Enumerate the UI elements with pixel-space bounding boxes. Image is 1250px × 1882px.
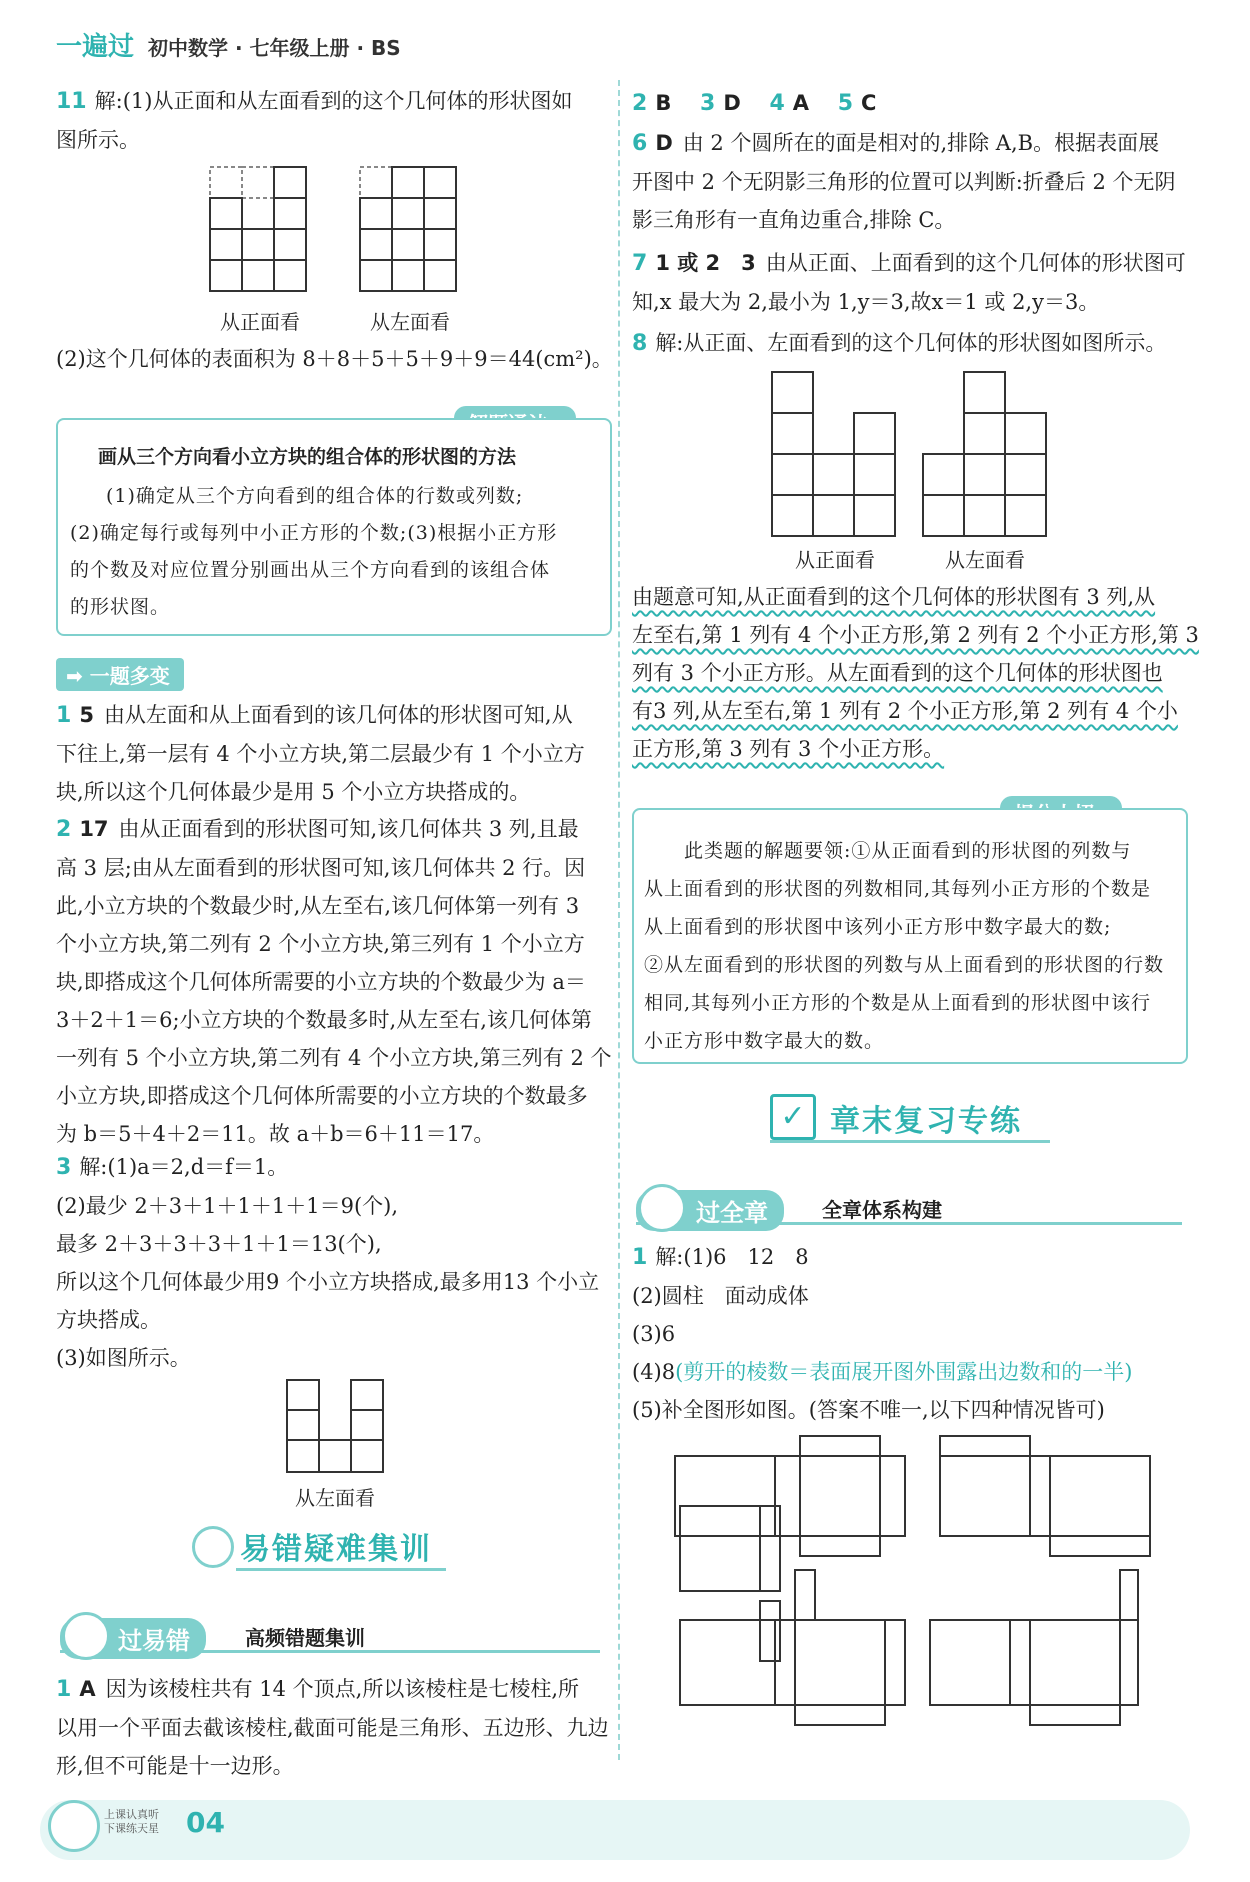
- answer: 1 或 2 3: [655, 251, 756, 275]
- line: 由 2 个圆所在的面是相对的,排除 A,B。根据表面展: [682, 131, 1160, 155]
- line: 块,即搭成这个几何体所需要的小立方块的个数最少为 a＝: [56, 970, 586, 994]
- error-banner-sub: 高频错题集训: [245, 1626, 365, 1650]
- error-banner: 过易错: [60, 1618, 206, 1659]
- line: 解:从正面、左面看到的这个几何体的形状图如图所示。: [655, 331, 1167, 355]
- variant-3: [56, 1148, 616, 1377]
- answer: 17: [79, 817, 109, 841]
- answer: 5: [79, 703, 94, 727]
- question-number: 7: [632, 251, 648, 276]
- line: 高 3 层;由从左面看到的形状图可知,该几何体共 2 行。因: [56, 856, 586, 880]
- answer: B: [655, 91, 672, 115]
- line: 一列有 5 个小立方块,第二列有 4 个小立方块,第三列有 2 个: [56, 1046, 612, 1070]
- checkmark-icon: ✓: [770, 1094, 816, 1140]
- question-number: 4: [769, 91, 785, 116]
- line: 下往上,第一层有 4 个小立方块,第二层最少有 1 个小立方: [56, 742, 585, 766]
- star-mascot-icon: [192, 1526, 234, 1568]
- q8-figures: [770, 370, 1060, 540]
- line: (3)如图所示。: [56, 1346, 191, 1370]
- line: (4)8: [632, 1360, 676, 1384]
- line: 有3 列,从左至右,第 1 列有 2 个小正方形,第 2 列有 4 个小: [632, 699, 1178, 723]
- page-number: 04: [186, 1806, 225, 1839]
- line: 3＋2＋1＝6;小立方块的个数最多时,从左至右,该几何体第: [56, 1008, 592, 1032]
- chapter-banner-sub: 全章体系构建: [822, 1198, 942, 1222]
- question-number: 11: [56, 89, 87, 114]
- method-line: 的形状图。: [70, 596, 171, 618]
- v3-caption: 从左面看: [295, 1486, 375, 1510]
- line: 最多 2＋3＋3＋3＋1＋1＝13(个),: [56, 1232, 382, 1256]
- q8-caption-front: 从正面看: [795, 548, 875, 572]
- slogan-line: 上课认真听: [104, 1808, 159, 1821]
- tip-body: [644, 832, 1164, 1060]
- line: (2)圆柱 面动成体: [632, 1284, 809, 1308]
- q11-caption-left: 从左面看: [370, 310, 450, 334]
- method-line: 的个数及对应位置分别画出从三个方向看到的该组合体: [70, 559, 551, 581]
- cube-nets-figure-2: [670, 1580, 1170, 1780]
- section-underline: [236, 1568, 446, 1571]
- line: 解:(1)a＝2,d＝f＝1。: [79, 1155, 289, 1179]
- tip-box: [632, 808, 1188, 1064]
- net-3b: [680, 1570, 905, 1725]
- answer: A: [792, 91, 810, 115]
- question-number: 3: [56, 1155, 72, 1180]
- method-body: [70, 478, 557, 626]
- answer: D: [723, 91, 741, 115]
- line: 个小立方块,第二列有 2 个小立方块,第三列有 1 个小立方: [56, 932, 585, 956]
- question-6: [632, 124, 1202, 239]
- mascot-icon: [638, 1184, 686, 1232]
- front-view-figure: [210, 167, 306, 291]
- line: 开图中 2 个无阴影三角形的位置可以判断:折叠后 2 个无阴: [632, 170, 1176, 194]
- question-number: 2: [56, 817, 72, 842]
- method-line: (1)确定从三个方向看到的组合体的行数或列数;: [106, 485, 524, 507]
- chapter-banner: 过全章: [636, 1190, 784, 1231]
- line: 此,小立方块的个数最少时,从左至右,该几何体第一列有 3: [56, 894, 580, 918]
- footer-slogan: [104, 1808, 159, 1836]
- chapter-title: 章末复习专练: [830, 1104, 1022, 1139]
- chapter-question-1: [632, 1238, 1202, 1429]
- method-box: [56, 418, 612, 636]
- line: 形,但不可能是十一边形。: [56, 1754, 294, 1778]
- mascot-icon: [48, 1800, 100, 1852]
- net-1: [675, 1436, 905, 1556]
- line: (2)最少 2＋3＋1＋1＋1＋1＝9(个),: [56, 1194, 399, 1218]
- error-section-title: 易错疑难集训: [240, 1532, 432, 1567]
- chapter-underline: [770, 1140, 1050, 1143]
- line: 知,x 最大为 2,最小为 1,y＝3,故x＝1 或 2,y＝3。: [632, 290, 1100, 314]
- q11-line3: (2)这个几何体的表面积为 8＋8＋5＋5＋9＋9＝44(cm²)。: [56, 347, 613, 371]
- line: 影三角形有一直角边重合,排除 C。: [632, 208, 956, 232]
- answer: A: [79, 1677, 96, 1701]
- line: 解:(1)6 12 8: [655, 1245, 809, 1269]
- hint-text: (剪开的棱数＝表面展开图外围露出边数和的一半): [675, 1360, 1133, 1384]
- method-title: 画从三个方向看小立方块的组合体的形状图的方法: [98, 446, 517, 468]
- net-4: [930, 1570, 1138, 1725]
- tip-line: 从上面看到的形状图的列数相同,其每列小正方形的个数是: [644, 878, 1152, 900]
- line: 小立方块,即搭成这个几何体所需要的小立方块的个数最多: [56, 1084, 588, 1108]
- tip-line: 小正方形中数字最大的数。: [644, 1030, 885, 1052]
- line: 由从左面和从上面看到的该几何体的形状图可知,从: [103, 703, 573, 727]
- line: 方块搭成。: [56, 1308, 161, 1332]
- line: 块,所以这个几何体最少是用 5 个小立方块搭成的。: [56, 780, 531, 804]
- line: 由题意可知,从正面看到的这个几何体的形状图有 3 列,从: [632, 585, 1156, 609]
- question-number: 5: [837, 91, 854, 116]
- answer-row: [632, 84, 1192, 123]
- q8-left-view: [923, 372, 1046, 536]
- tip-line: ②从左面看到的形状图的列数与从上面看到的形状图的行数: [644, 954, 1165, 976]
- left-view-figure: [360, 167, 456, 291]
- mascot-icon: [62, 1612, 110, 1660]
- line: 左至右,第 1 列有 4 个小正方形,第 2 列有 2 个小正方形,第 3: [632, 623, 1199, 647]
- tip-line: 此类题的解题要领:①从正面看到的形状图的列数与: [684, 840, 1132, 862]
- v3-figure: [285, 1378, 385, 1476]
- line: (3)6: [632, 1322, 676, 1346]
- method-line: (2)确定每行或每列中小正方形的个数;(3)根据小正方形: [70, 522, 558, 544]
- variant-2: [56, 810, 616, 1153]
- net-2: [940, 1436, 1150, 1556]
- slogan-line: 下课练天星: [104, 1822, 159, 1835]
- question-number: 1: [56, 703, 72, 728]
- variant-1: [56, 696, 616, 811]
- brand-logo: 一遍过: [56, 32, 135, 62]
- question-11: [56, 82, 616, 159]
- variants-tag: ➡ 一题多变: [56, 658, 184, 691]
- q11-figures: [205, 165, 455, 297]
- answer: D: [655, 131, 673, 155]
- error-question-1: [56, 1670, 616, 1785]
- question-number: 6: [632, 131, 648, 156]
- line: 由从正面、上面看到的这个几何体的形状图可: [765, 251, 1186, 275]
- line: 所以这个几何体最少用9 个小立方块搭成,最多用13 个小立: [56, 1270, 600, 1294]
- q8-front-view: [772, 372, 895, 536]
- question-7: [632, 244, 1202, 321]
- book-subtitle: 初中数学 · 七年级上册 · BS: [148, 36, 401, 60]
- question-number: 1: [632, 1245, 648, 1270]
- q8-explanation: [632, 578, 1202, 768]
- column-divider: [618, 80, 620, 1760]
- line: 由从正面看到的形状图可知,该几何体共 3 列,且最: [118, 817, 579, 841]
- q11-line2: 图所示。: [56, 128, 140, 152]
- tip-line: 从上面看到的形状图中该列小正方形中数字最大的数;: [644, 916, 1112, 938]
- variants-tag-label: 一题多变: [89, 664, 170, 688]
- line: 列有 3 个小正方形。从左面看到的这个几何体的形状图也: [632, 661, 1163, 685]
- line: 正方形,第 3 列有 3 个小正方形。: [632, 737, 945, 761]
- question-number: 2: [632, 91, 648, 116]
- line: (5)补全图形如图。(答案不唯一,以下四种情况皆可): [632, 1398, 1105, 1422]
- tip-line: 相同,其每列小正方形的个数是从上面看到的形状图中该行: [644, 992, 1152, 1014]
- q11-line1: 解:(1)从正面和从左面看到的这个几何体的形状图如: [94, 89, 573, 113]
- answer: C: [861, 91, 877, 115]
- question-number: 8: [632, 331, 648, 356]
- line: 为 b＝5＋4＋2＝11。故 a＋b＝6＋11＝17。: [56, 1122, 495, 1146]
- line: 因为该棱柱共有 14 个顶点,所以该棱柱是七棱柱,所: [105, 1677, 579, 1701]
- question-8: [632, 324, 1202, 363]
- q11-caption-front: 从正面看: [220, 310, 300, 334]
- q8-caption-left: 从左面看: [945, 548, 1025, 572]
- line: 以用一个平面去截该棱柱,截面可能是三角形、五边形、九边: [56, 1716, 609, 1740]
- question-number: 1: [56, 1677, 72, 1702]
- question-number: 3: [700, 91, 716, 116]
